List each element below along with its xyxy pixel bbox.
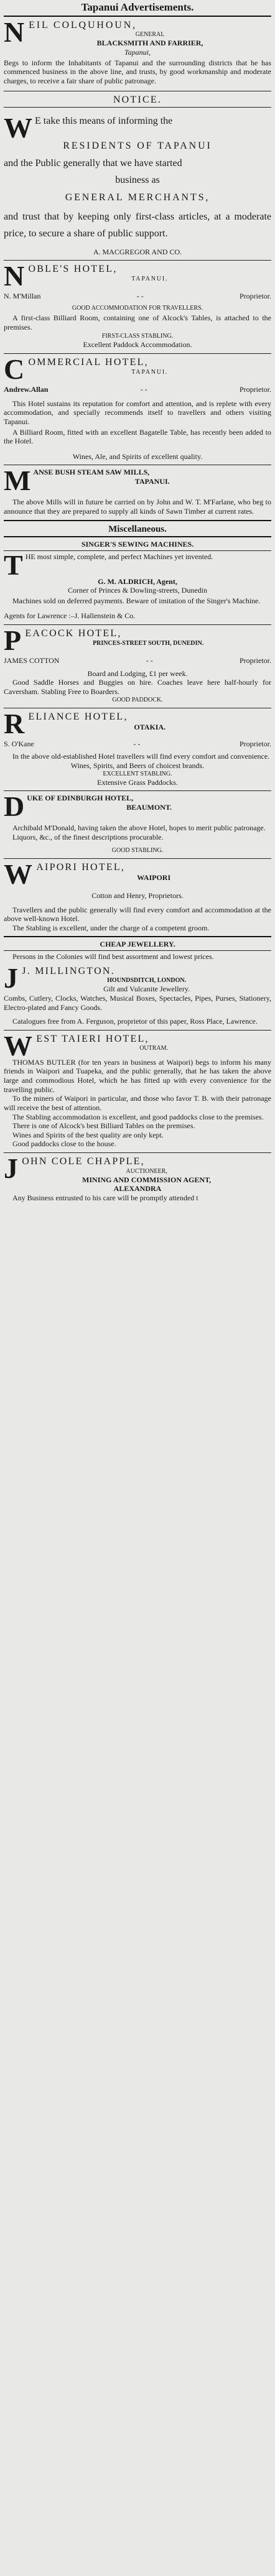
ad-title: SINGER'S SEWING MACHINES. (81, 539, 194, 549)
ad-name: EACOCK HOTEL, (25, 628, 122, 639)
ad-body: The above Mills will in future be carried on by John and W. T. M'Farlane, who beg to announce that they are prepared to supply all kinds of Sawn Timber at current rates. (4, 498, 271, 516)
proprietor-row (4, 381, 271, 398)
ad-trade: BLACKSMITH AND FARRIER, (96, 39, 203, 48)
proprietor-dashes: - - (140, 385, 147, 394)
divider (4, 520, 271, 521)
ad-reliance-hotel (4, 707, 271, 790)
ad-body: Catalogues free from A. Ferguson, proprietor of this paper, Ross Place, Lawrence. (12, 1017, 258, 1026)
spacer (4, 109, 271, 114)
ad-line: Wines, Ale, and Spirits of excellent quality. (72, 452, 203, 461)
ad-subtitle: GENERAL (135, 31, 165, 39)
ad-singer (4, 539, 271, 623)
ad-line: and the Public generally that we have started (4, 157, 182, 169)
proprietor-name: JAMES COTTON (4, 656, 60, 665)
ad-waipori-hotel (4, 860, 271, 935)
drop-cap: W (4, 112, 32, 144)
ad-name: EST TAIERI HOTEL, (36, 1033, 149, 1044)
drop-cap: N (4, 260, 26, 292)
ad-body: and trust that by keeping only first-class articles, at a moderate price, to secure a share of public support. (4, 211, 271, 239)
ad-manse-bush (4, 466, 271, 518)
ad-body: Travellers and the public generally will find every comfort and accommodation at the above well-known Hotel. (4, 905, 271, 924)
ad-opening (4, 112, 271, 144)
divider (4, 624, 271, 625)
ad-address: HOUNDSDITCH, LONDON. (107, 977, 187, 985)
proprietor-dashes: - - (146, 656, 153, 665)
proprietor-row (4, 652, 271, 669)
proprietor-name: N. M'Millan (4, 292, 41, 301)
ad-name: J. MILLINGTON. (22, 965, 115, 976)
ad-name: ANSE BUSH STEAM SAW MILLS, (33, 468, 150, 477)
divider (4, 536, 271, 537)
spacer (4, 901, 271, 906)
spacer (4, 129, 271, 139)
ad-street: PRINCES-STREET SOUTH, DUNEDIN. (93, 639, 204, 647)
ad-body: Any Business entrusted to his care will be promptly attended t (12, 1193, 198, 1203)
ad-body: Good Saddle Horses and Buggies on hire. Coaches leave here half-hourly for Caversham. Stabling Free to Boarders. (4, 678, 271, 696)
ad-notice (4, 93, 271, 259)
ad-body: A first-class Billiard Room, containing one of Alcock's Tables, is attached to the premises. (4, 313, 271, 331)
spacer (4, 169, 271, 174)
ad-body: The Stabling accommodation is excellent, and good paddocks close to the premises. (12, 1112, 264, 1121)
ad-body: Archibald M'Donald, having taken the above Hotel, hopes to merit public patronage. (12, 823, 266, 833)
spacer (4, 203, 271, 208)
ad-subhead: FIRST-CLASS STABLING. (101, 333, 174, 340)
divider (4, 950, 271, 951)
ad-body: Persons in the Colonies will find best assortment and lowest prices. (12, 952, 214, 961)
spacer (4, 447, 271, 452)
ad-town: OUTRAM. (139, 1045, 169, 1052)
ad-line: business as (115, 175, 160, 186)
spacer (4, 152, 271, 157)
drop-cap: W (4, 858, 34, 890)
ad-subhead: EXCELLENT STABLING. (103, 770, 172, 777)
drop-cap: C (4, 353, 26, 386)
ad-line: Extensive Grass Paddocks. (97, 777, 178, 787)
ad-name: ELIANCE HOTEL, (28, 711, 128, 722)
ad-place: Tapanui, (124, 48, 151, 57)
ad-nobles-hotel (4, 262, 271, 352)
ad-name: EIL COLQUHOUN, (29, 19, 138, 30)
spacer (4, 886, 271, 891)
ad-name: OBLE'S HOTEL, (28, 264, 118, 275)
spacer (4, 606, 271, 611)
divider (4, 107, 271, 108)
divider (4, 790, 271, 791)
ad-signature: A. MACGREGOR AND CO. (93, 247, 182, 256)
spacer (4, 243, 271, 248)
ad-body: This Hotel sustains its reputation for comfort and attention, and is replete with every accommodation, and specially recommends itself to travellers and others visiting Tapanui. (4, 399, 271, 426)
ad-cheap-jewellery (4, 938, 271, 963)
proprietor-label: Proprietor. (240, 292, 271, 301)
ad-millington (4, 961, 271, 1029)
ad-town: ALEXANDRA (113, 1184, 162, 1193)
ad-trade: MINING AND COMMISSION AGENT, (82, 1175, 212, 1184)
ad-line: Excellent Paddock Accommodation. (83, 340, 192, 350)
spacer (4, 187, 271, 192)
ad-body: A Billiard Room, fitted with an excellent Bagatelle Table, has recently been added to the Hotel. (4, 427, 271, 446)
spacer (4, 1012, 271, 1017)
ad-name: OHN COLE CHAPPLE, (22, 1156, 145, 1167)
ad-name: AIPORI HOTEL, (36, 861, 126, 873)
ad-peacock-hotel (4, 626, 271, 707)
divider (4, 1152, 271, 1153)
divider (4, 936, 271, 937)
ad-opening (4, 549, 271, 581)
ad-title: CHEAP JEWELLERY. (100, 940, 175, 949)
ad-body: The Stabling is excellent, under the charge of a competent groom. (12, 923, 210, 932)
spacer (4, 842, 271, 847)
ad-body: In the above old-established Hotel travellers will find every comfort and convenience. (12, 752, 270, 761)
ad-john-cole-chapple (4, 1154, 271, 1205)
ad-town: TAPANUI. (131, 275, 169, 282)
ad-body: To the miners of Waipori in particular, and those who favor T. B. with their patronage will receive the best of attention. (4, 1094, 271, 1112)
proprietor-dashes: - - (133, 739, 141, 748)
ad-merchants: GENERAL MERCHANTS, (65, 192, 210, 203)
drop-cap: W (4, 1029, 34, 1062)
ad-town: TAPANUI. (134, 477, 170, 486)
proprietor-dashes: - - (136, 292, 144, 301)
proprietor-label: Proprietor. (239, 739, 271, 748)
ad-body: There is one of Alcock's best Billiard Tables on the premises. (12, 1121, 195, 1131)
ad-line: Board and Lodging, £1 per week. (87, 669, 188, 678)
ad-title (4, 858, 271, 890)
ad-line: Wines, Spirits, and Beers of choicest brands. (70, 761, 205, 770)
drop-cap: R (4, 707, 26, 739)
divider (4, 550, 271, 551)
drop-cap: J (4, 1152, 20, 1185)
divider (4, 16, 271, 17)
ad-commercial-hotel (4, 355, 271, 463)
ad-body: Wines and Spirits of the best quality are only kept. (12, 1130, 164, 1139)
proprietor-label: Proprietor. (240, 385, 271, 394)
ad-line: Gilt and Vulcanite Jewellery. (103, 985, 190, 994)
ad-town: OTAKIA. (134, 723, 166, 732)
ad-duke-of-edinburgh (4, 792, 271, 856)
ad-west-taieri-hotel (4, 1029, 271, 1151)
ad-town: TAPANUI. (131, 368, 169, 376)
ad-subhead: GOOD PADDOCK. (112, 696, 163, 703)
ad-proprietors: Cotton and Henry, Proprietors. (91, 891, 184, 900)
ad-line: Agents for Lawrence :–J. Hallenstein & Co. (4, 611, 136, 621)
ad-line: HE most simple, complete, and perfect Machines yet invented. (25, 552, 213, 561)
ad-neil-colquhoun (4, 18, 271, 90)
drop-cap: T (4, 549, 23, 581)
ad-residents: RESIDENTS OF TAPANUI (63, 141, 212, 152)
spacer (4, 493, 271, 498)
drop-cap: M (4, 465, 31, 497)
spacer (4, 818, 271, 823)
ad-subhead: GOOD STABLING. (111, 846, 164, 854)
ad-address: Corner of Princes & Dowling-streets, Dunedin (68, 586, 207, 595)
divider (4, 260, 271, 261)
ad-agent: G. M. ALDRICH, Agent, (98, 577, 177, 586)
section-heading: Tapanui Advertisements. (81, 1, 194, 13)
ad-body: THOMAS BUTLER (for ten years in business at Waipori) begs to inform his many friends in Waipori and Tuapeka, and the public generally, that he has taken the above large and commodious Hotel, which he has fitted up with every convenience for the travelling public. (4, 1057, 271, 1094)
ad-body: Liquors, &c., of the finest descriptions procurable. (12, 833, 164, 842)
proprietor-row (4, 736, 271, 753)
ad-subtitle: AUCTIONEER, (126, 1167, 167, 1175)
proprietor-label: Proprietor. (240, 656, 271, 665)
ad-body: Begs to inform the Inhabitants of Tapanui and the surrounding districts that he has commenced business in the above line, and trusts, by good workmanship and moderate charges, to receive a fair share of public patronage. (4, 58, 271, 85)
ad-body: Good paddocks close to the house. (12, 1139, 116, 1149)
divider (4, 1030, 271, 1031)
ad-subhead: GOOD ACCOMMODATION FOR TRAVELLERS. (72, 304, 203, 312)
proprietor-name: Andrew.Allan (4, 385, 49, 394)
drop-cap: J (4, 961, 20, 994)
ad-body: Combs, Cutlery, Clocks, Watches, Musical Boxes, Spectacles, Pipes, Purses, Stationery, Electro-plated and Fancy Goods. (4, 993, 271, 1012)
ad-name: UKE OF EDINBURGH HOTEL, (27, 794, 134, 803)
divider (4, 353, 271, 354)
ad-town: WAIPORI (137, 873, 171, 883)
ad-name: OMMERCIAL HOTEL, (28, 357, 149, 368)
proprietor-row (4, 288, 271, 305)
proprietor-name: S. O'Kane (4, 739, 34, 748)
newspaper-column (0, 0, 275, 1205)
drop-cap: P (4, 624, 23, 657)
drop-cap: N (4, 16, 27, 48)
ad-line: E take this means of informing the (35, 116, 173, 127)
divider (4, 858, 271, 859)
section-heading: Miscellaneous. (108, 524, 167, 534)
ad-town: BEAUMONT. (126, 803, 172, 812)
ad-body: Machines sold on deferred payments. Beware of imitation of the Singer's Machine. (12, 596, 261, 605)
ad-title: NOTICE. (113, 94, 162, 105)
drop-cap: D (4, 790, 25, 823)
